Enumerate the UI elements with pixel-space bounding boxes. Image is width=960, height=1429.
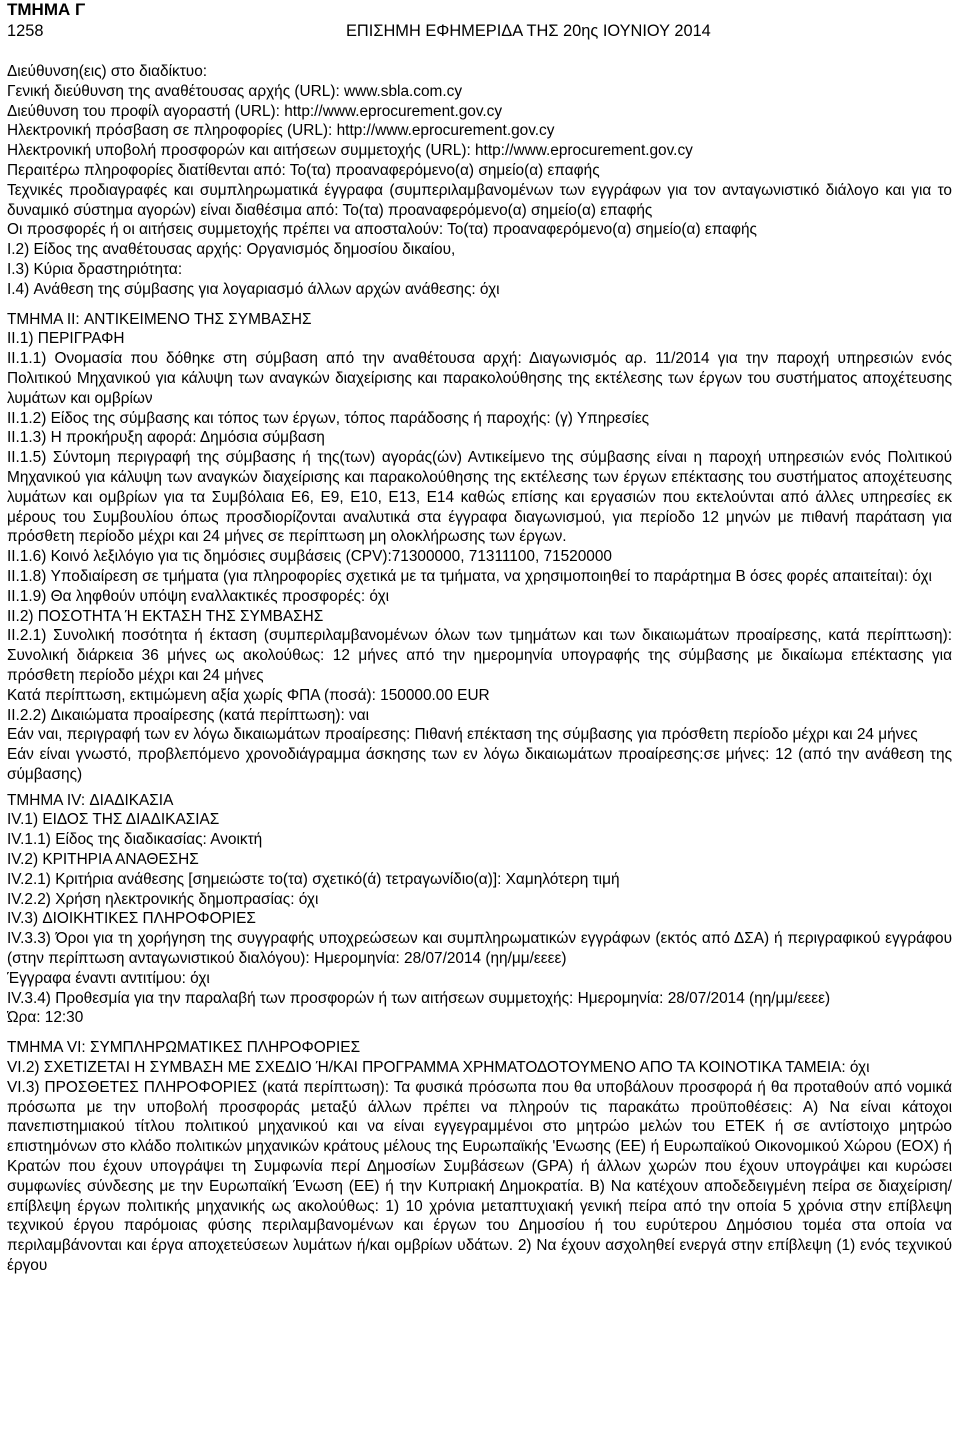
- text-paragraph: VI.3) ΠΡΟΣΘΕΤΕΣ ΠΛΗΡΟΦΟΡΙΕΣ (κατά περίπτωση): Τα φυσικά πρόσωπα που θα υποβάλουν προσφορά ή θα προταθούν από νομικά πρόσωπα με την υποβολή προσφοράς μεταξύ άλλων πρέπει να πληρούν τις παρακάτω προϋποθέσεις: Α) Να είναι κάτοχοι πανεπιστημιακού τίτλου πολιτικού μηχανικού και να είναι εγγεγραμμένοι στο μητρώο μελών του ΕΤΕΚ ή σε αντίστοιχο μητρώο επιστημόνων στο κλάδο πολιτικών μηχανικών κράτους μέλους της Ευρωπαϊκής 'Ενωσης (ΕΕ) ή Ευρωπαϊκού Οικονομικού Χώρου (ΕΟΧ) ή Κρατών που έχουν υπογράψει τη Συμφωνία περί Δημοσίων Συμβάσεων (GPA) ή άλλων χωρών που έχουν υπογράψει και κυρώσει συμφωνίες σύνδεσης με την Ευρωπαϊκή Ένωση (ΕΕ) ή την Κυπριακή Δημοκρατία. Β) Να κατέχουν αποδεδειγμένη πείρα σε διαχείριση/επίβλεψη έργων πολιτικής μηχανικής ως ακολούθως: 1) 10 χρόνια μεταπτυχιακή γενική πείρα από την οποία 5 χρόνια στην επίβλεψη τεχνικού έργου παρόμοιας φύσης περιλαμβανομένων και έργων του Δημοσίου ή του ευρύτερου Δημόσιου τομέα στα οποία να περιλαμβάνονται και έργα αποχετεύσεων λυμάτων ή/και ομβρίων υδάτων. 2) Να έχουν ασχοληθεί ενεργά στην επίβλεψη (1) ενός τεχνικού έργου: [7, 1078, 952, 1275]
- section-heading: ΤΜΗΜΑ II: ΑΝΤΙΚΕΙΜΕΝΟ ΤΗΣ ΣΥΜΒΑΣΗΣ: [7, 310, 312, 328]
- subsection-heading: II.2) ΠΟΣΟΤΗΤΑ Ή ΕΚΤΑΣΗ ΤΗΣ ΣΥΜΒΑΣΗΣ: [7, 607, 324, 625]
- text-line: Ώρα: 12:30: [7, 1009, 84, 1027]
- text-line: IV.2.1) Κριτήρια ανάθεσης [σημειώστε το(τα) σχετικό(ά) τετραγωνίδιο(α)]: Χαμηλότερη τιμή: [7, 870, 620, 888]
- text-line: II.1.2) Είδος της σύμβασης και τόπος των έργων, τόπος παράδοσης ή παροχής: (γ) Υπηρεσίες: [7, 409, 650, 427]
- text-paragraph: IV.3.3) Όροι για τη χορήγηση της συγγραφής υποχρεώσεων και συμπληρωματικών εγγράφων (εκτός από ΔΣΑ) ή περιγραφικού εγγράφου (στην περίπτωση ανταγωνιστικού διαλόγου): Ημερομηνία: 28/07/2014 (ηη/μμ/εεεε): [7, 930, 952, 968]
- text-paragraph: VI.2) ΣΧΕΤΙΖΕΤΑΙ Η ΣΥΜΒΑΣΗ ΜΕ ΣΧΕΔΙΟ Ή/ΚΑΙ ΠΡΟΓΡΑΜΜΑ ΧΡΗΜΑΤΟΔΟΤΟΥΜΕΝΟ ΑΠΟ ΤΑ ΚΟΙΝΟΤΙΚΑ ΤΑΜΕΙΑ: όχι: [7, 1059, 870, 1077]
- text-line: II.2.2) Δικαιώματα προαίρεσης (κατά περίπτωση): ναι: [7, 706, 370, 724]
- text-line: Έγγραφα έναντι αντιτίμου: όχι: [7, 969, 210, 987]
- page-number: 1258: [7, 22, 44, 40]
- text-paragraph: II.1.8) Υποδιαίρεση σε τμήματα (για πληροφορίες σχετικά με τα τμήματα, να χρησιμοποιηθεί το παράρτημα Β όσες φορές απαιτείται): όχι: [7, 567, 932, 585]
- section-heading: ΤΜΗΜΑ IV: ΔΙΑΔΙΚΑΣΙΑ: [7, 791, 174, 809]
- text-line: II.1.9) Θα ληφθούν υπόψη εναλλακτικές προσφορές: όχι: [7, 587, 390, 605]
- page-header: [7, 21, 952, 41]
- subsection-heading: IV.1) ΕΙΔΟΣ ΤΗΣ ΔΙΑΔΙΚΑΣΙΑΣ: [7, 811, 220, 829]
- section-tag: ΤΜΗΜΑ Γ: [7, 0, 86, 19]
- notice-body: [7, 62, 952, 1276]
- text-line: Περαιτέρω πληροφορίες διατίθενται από: Το(τα) προαναφερόμενο(α) σημείο(α) επαφής: [7, 161, 600, 179]
- subsection-heading: II.1) ΠΕΡΙΓΡΑΦΗ: [7, 330, 125, 348]
- text-line: II.1.6) Κοινό λεξιλόγιο για τις δημόσιες συμβάσεις (CPV):71300000, 71311100, 71520000: [7, 548, 612, 566]
- text-paragraph: Εάν ναι, περιγραφή των εν λόγω δικαιωμάτων προαίρεσης: Πιθανή επέκταση της σύμβασης για πρόσθετη περίοδο μέχρι και 24 μήνες: [7, 726, 918, 744]
- text-line: I.4) Ανάθεση της σύμβασης για λογαριασμό άλλων αρχών ανάθεσης: όχι: [7, 280, 500, 298]
- text-line: Οι προσφορές ή οι αιτήσεις συμμετοχής πρέπει να αποσταλούν: Το(τα) προαναφερόμενο(α) σημείο(α) επαφής: [7, 221, 757, 239]
- text-line: Διεύθυνση του προφίλ αγοραστή (URL): http://www.eprocurement.gov.cy: [7, 102, 503, 120]
- text-line: I.2) Είδος της αναθέτουσας αρχής: Οργανισμός δημοσίου δικαίου,: [7, 241, 456, 259]
- subsection-heading: IV.3) ΔΙΟΙΚΗΤΙΚΕΣ ΠΛΗΡΟΦΟΡΙΕΣ: [7, 910, 256, 928]
- text-line: Ηλεκτρονική υποβολή προσφορών και αιτήσεων συμμετοχής (URL): http://www.eprocurement.gov.cy: [7, 142, 693, 160]
- text-paragraph: IV.3.4) Προθεσμία για την παραλαβή των προσφορών ή των αιτήσεων συμμετοχής: Ημερομηνία: 28/07/2014 (ηη/μμ/εεεε): [7, 989, 831, 1007]
- text-line: Διεύθυνση(εις) στο διαδίκτυο:: [7, 63, 208, 80]
- subsection-heading: IV.2) ΚΡΙΤΗΡΙΑ ΑΝΑΘΕΣΗΣ: [7, 851, 199, 869]
- text-line: Ηλεκτρονική πρόσβαση σε πληροφορίες (URL): http://www.eprocurement.gov.cy: [7, 122, 555, 140]
- text-line: II.1.3) Η προκήρυξη αφορά: Δημόσια σύμβαση: [7, 429, 325, 447]
- text-line: IV.1.1) Είδος της διαδικασίας: Ανοικτή: [7, 831, 263, 849]
- text-line: I.3) Κύρια δραστηριότητα:: [7, 260, 183, 278]
- text-paragraph: II.2.1) Συνολική ποσότητα ή έκταση (συμπεριλαμβανομένων όλων των τμημάτων και των δικαιωμάτων προαίρεσης, κατά περίπτωση): Συνολική διάρκεια 36 μήνες ως ακολούθως: 12 μήνες από την ημερομηνία υπογραφής της σύμβασης με δικαίωμα επέκτασης για πρόσθετη περίοδο μέχρι και 24 μήνες: [7, 627, 952, 684]
- section-heading: ΤΜΗΜΑ VI: ΣΥΜΠΛΗΡΩΜΑΤΙΚΕΣ ΠΛΗΡΟΦΟΡΙΕΣ: [7, 1039, 361, 1057]
- text-paragraph: Τεχνικές προδιαγραφές και συμπληρωματικά έγγραφα (συμπεριλαμβανομένων των εγγράφων για τον ανταγωνιστικό διάλογο και για το δυναμικό σύστημα αγορών) είναι διαθέσιμα από: Το(τα) προαναφερόμενο(α) σημείο(α) επαφής: [7, 181, 952, 219]
- text-paragraph: Εάν είναι γνωστό, προβλεπόμενο χρονοδιάγραμμα άσκησης των εν λόγω δικαιωμάτων προαίρεσης:σε μήνες: 12 (από την ανάθεση της σύμβασης): [7, 746, 952, 783]
- text-paragraph: II.1.5) Σύντομη περιγραφή της σύμβασης ή της(των) αγοράς(ών) Αντικείμενο της σύμβασης είναι η παροχή υπηρεσιών ενός Πολιτικού Μηχανικού για κάλυψη των αναγκών διαχείρισης και παρακολούθησης της εκτέλεσης των έργων επέκτασης του συστήματος αποχέτευσης λυμάτων και ομβρίων για τα Συμβόλαια Ε6, Ε9, Ε10, Ε13, Ε14 καθώς επίσης και εργασιών που εκτελούνται από άλλες υπηρεσίες εκ μέρους του Συμβουλίου όπως προσδιορίζονται αναλυτικά στα έγγραφα διαγωνισμού, για περίοδο 12 μηνών με πιθανή παράταση για πρόσθετη περίοδο μέχρι και 24 μήνες σε περίπτωση μη ολοκλήρωσης των έργων.: [7, 449, 952, 546]
- text-line: Κατά περίπτωση, εκτιμώμενη αξία χωρίς ΦΠΑ (ποσά): 150000.00 EUR: [7, 686, 490, 704]
- gazette-title: ΕΠΙΣΗΜΗ ΕΦΗΜΕΡΙΔΑ ΤΗΣ 20ης ΙΟΥΝΙΟΥ 2014: [346, 22, 711, 40]
- text-paragraph: II.1.1) Ονομασία που δόθηκε στη σύμβαση από την αναθέτουσα αρχή: Διαγωνισμός αρ. 11/2014 για την παροχή υπηρεσιών ενός Πολιτικού Μηχανικού για κάλυψη των αναγκών διαχείρισης και παρακολούθησης της εκτέλεσης των έργων του συστήματος αποχέτευσης λυμάτων και ομβρίων: [7, 350, 952, 407]
- text-line: IV.2.2) Χρήση ηλεκτρονικής δημοπρασίας: όχι: [7, 890, 319, 908]
- text-line: Γενική διεύθυνση της αναθέτουσας αρχής (URL): www.sbla.com.cy: [7, 82, 463, 100]
